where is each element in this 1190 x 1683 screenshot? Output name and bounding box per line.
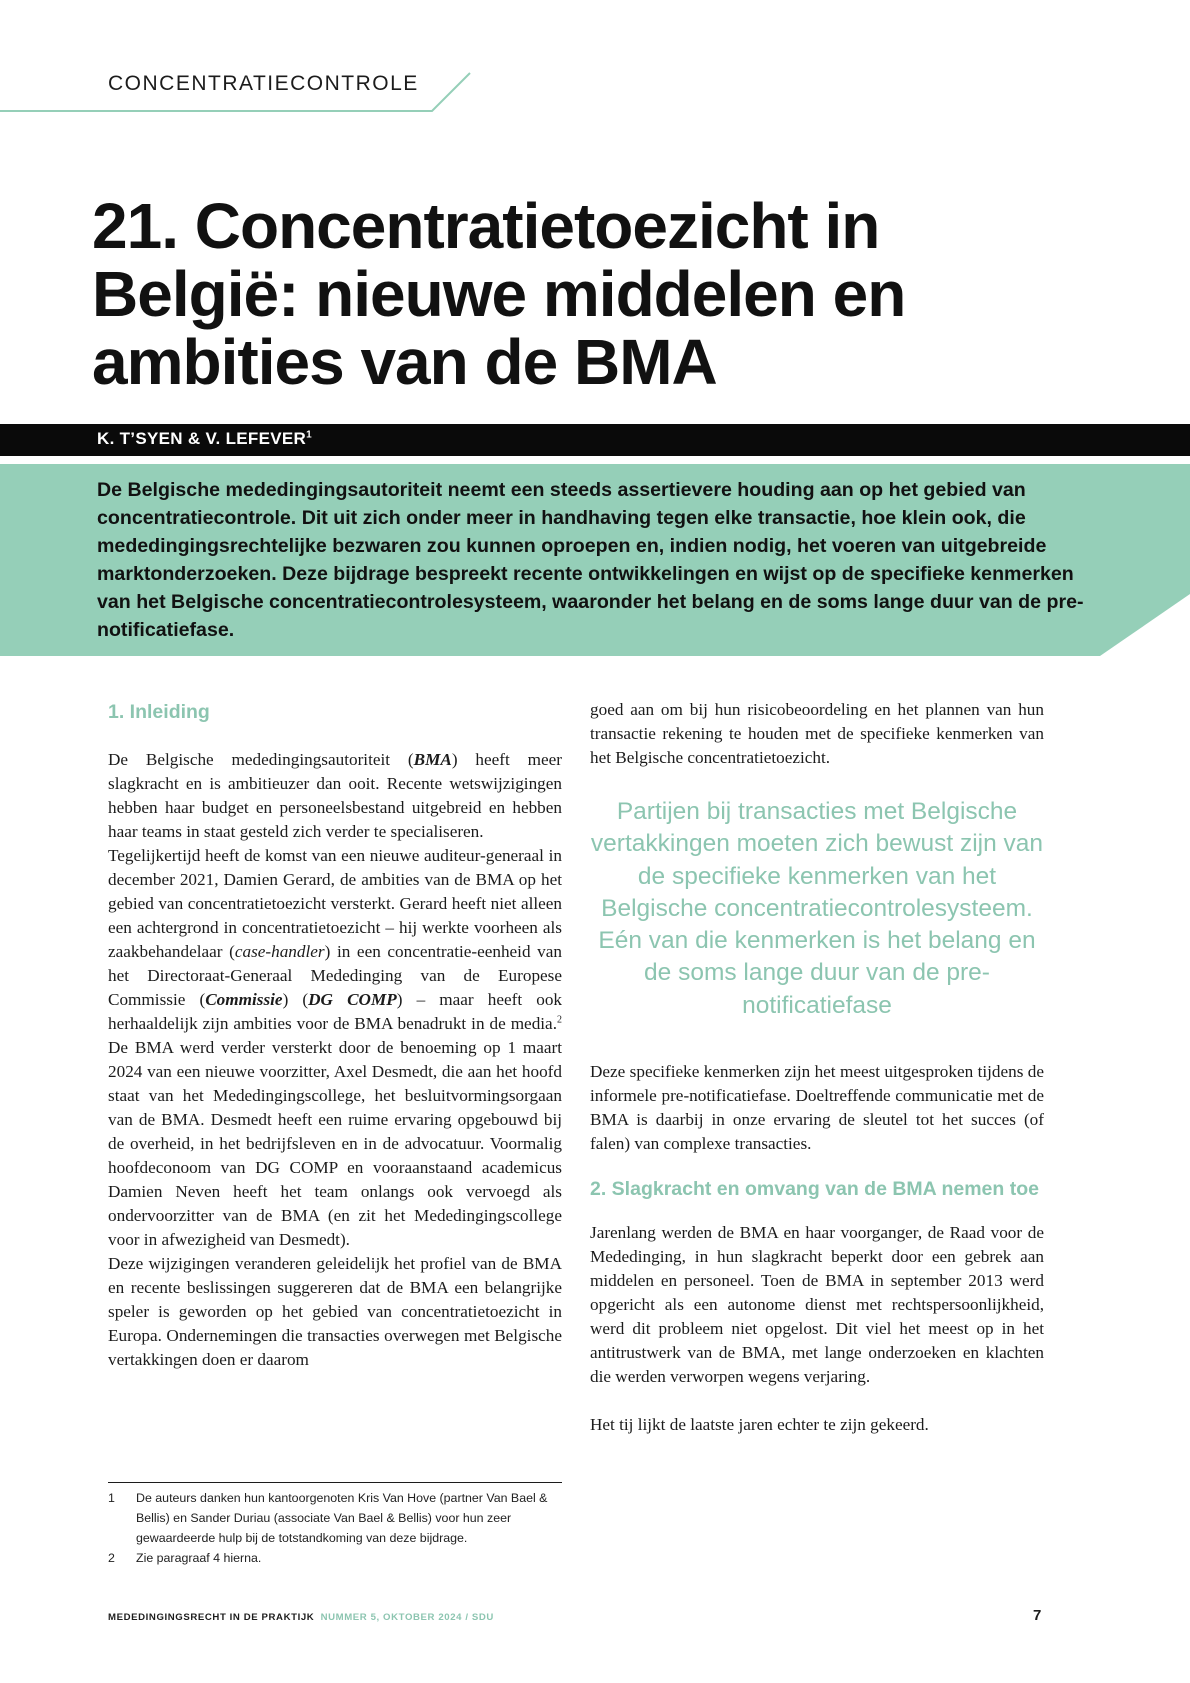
paragraph: goed aan om bij hun risicobeoordeling en het plannen van hun transactie rekening te houden met de specifieke kenmerken van het Belgische concentratietoezicht. (590, 700, 1044, 767)
footnotes (108, 1488, 562, 1568)
pull-quote: Partijen bij transacties met Belgische vertakkingen moeten zich bewust zijn van de specifieke kenmerken van het Belgische concentratiecontrolesysteem. Eén van die kenmerken is het belang en de soms lange duur van de pre-notificatiefase (590, 798, 1044, 1019)
title-line: België: nieuwe middelen en (92, 258, 906, 330)
footnote-text: Zie paragraaf 4 hierna. (136, 1551, 262, 1565)
paragraph (108, 748, 562, 844)
right-column (590, 698, 1044, 1437)
footnote-number: 2 (108, 1551, 115, 1565)
footnote (108, 1548, 562, 1568)
title-line: 21. Concentratietoezicht in (92, 190, 880, 262)
emphasis: DG COMP (308, 990, 397, 1009)
authors-names: K. T’SYEN & V. LEFEVER (97, 429, 307, 448)
footnote-number: 1 (108, 1491, 115, 1505)
authors-footnote-ref: 1 (306, 429, 312, 441)
authors (97, 429, 312, 449)
text-run: ) – maar heeft ook herhaaldelijk zijn ambities voor de BMA benadrukt in de media. (108, 990, 563, 1033)
text-run: ) in een concentratie-eenheid van het Directoraat-Generaal Mededinging van de Europese Commissie ( (108, 942, 562, 1009)
paragraph: Jarenlang werden de BMA en haar voorganger, de Raad voor de Mededinging, in hun slagkracht beperkt door een gebrek aan middelen en personeel. Toen de BMA in september 2013 werd opgericht als een autonome dienst met rechtspersoonlijkheid, werd dit probleem niet opgelost. Dit viel het meest op in het antitrustwerk van de BMA, met lange onderzoeken en klachten die werden verworpen wegens verjaring. (590, 1223, 1044, 1387)
page-footer (108, 1612, 494, 1623)
section-heading-inleiding: 1. Inleiding (108, 701, 210, 723)
section-heading-slagkracht: 2. Slagkracht en omvang van de BMA nemen toe (590, 1178, 1039, 1201)
page-number: 7 (1033, 1607, 1042, 1624)
text-run: Tegelijkertijd heeft de komst van een nieuwe auditeur-generaal in december 2021, Damien Gerard, de ambities van de BMA op het gebied van concentratietoezicht versterkt. Gerard heeft niet alleen een achtergrond in concentratietoezicht – hij werkte voorheen als zaakbehandelaar ( (108, 846, 562, 961)
authors-bar (0, 424, 1190, 456)
paragraph: Het tij lijkt de laatste jaren echter te zijn gekeerd. (590, 1415, 929, 1435)
emphasis: BMA (413, 750, 452, 769)
title-line: ambities van de BMA (92, 326, 717, 398)
text-run: De BMA werd verder versterkt door de benoeming op 1 maart 2024 van een nieuwe voorzitter, Axel Desmedt, die aan het hoofd staat van het Mededingingscollege, het besluitvormingsorgaan van de BMA. Desmedt heeft een ruime ervaring opgebouwd bij de overheid, in het bedrijfsleven en in de advocatuur. Voormalig hoofdeconoom van DG COMP en vooraanstaand academicus Damien Neven heeft het team onlangs ook vervoegd als ondervoorzitter van de BMA (en zit het Mededingingscollege voor in afwezigheid van Desmedt). (108, 1038, 562, 1249)
section-label: CONCENTRATIECONTROLE (108, 72, 419, 95)
footnote-text: De auteurs danken hun kantoorgenoten Kris Van Hove (partner Van Bael & Bellis) en Sander Duriau (associate Van Bael & Bellis) voor hun zeer gewaardeerde hulp bij de totstandkoming van deze bijdrage. (136, 1491, 548, 1545)
paragraph: Deze wijzigingen veranderen geleidelijk het profiel van de BMA en recente beslissingen suggereren dat de BMA een belangrijke speler is geworden op het gebied van concentratietoezicht in Europa. Ondernemingen die transacties overwegen met Belgische vertakkingen doen er daarom (108, 1254, 562, 1369)
text-run: De Belgische mededingingsautoriteit ( (108, 750, 414, 769)
footnote-ref: 2 (557, 1014, 562, 1026)
paragraph: Deze specifieke kenmerken zijn het meest uitgesproken tijdens de informele pre-notificatiefase. Doeltreffende communicatie met de BMA is daarbij in onze ervaring de sleutel tot het succes (of falen) van complexe transacties. (590, 1062, 1044, 1154)
text-run: ) ( (282, 990, 309, 1009)
left-column (108, 698, 562, 1372)
paragraph (108, 844, 562, 1252)
issue-info: NUMMER 5, OKTOBER 2024 / SDU (320, 1612, 494, 1623)
article-title (92, 192, 1112, 396)
footnote (108, 1488, 562, 1548)
emphasis: Commissie (205, 990, 283, 1009)
abstract: De Belgische mededingingsautoriteit neemt een steeds assertievere houding aan op het gebied van concentratiecontrole. Dit uit zich onder meer in handhaving tegen elke transactie, hoe klein ook, die mededingingsrechtelijke bezwaren zou kunnen oproepen en, indien nodig, het voeren van uitgebreide marktonderzoeken. Deze bijdrage bespreekt recente ontwikkelingen en wijst op de specifieke kenmerken van het Belgische concentratiecontrolesysteem, waaronder het belang en de soms lange duur van de pre-notificatiefase. (97, 479, 1084, 641)
text-run: ) heeft meer slagkracht en is ambitieuzer dan ooit. Recente wetswijzigingen hebben haar budget en personeelsbestand uitgebreid en hebben haar teams in staat gesteld zich verder te specialiseren. (108, 750, 562, 841)
journal-name: MEDEDINGINGSRECHT IN DE PRAKTIJK (108, 1612, 315, 1623)
emphasis: case-handler (234, 942, 325, 961)
footnote-rule (108, 1482, 562, 1483)
